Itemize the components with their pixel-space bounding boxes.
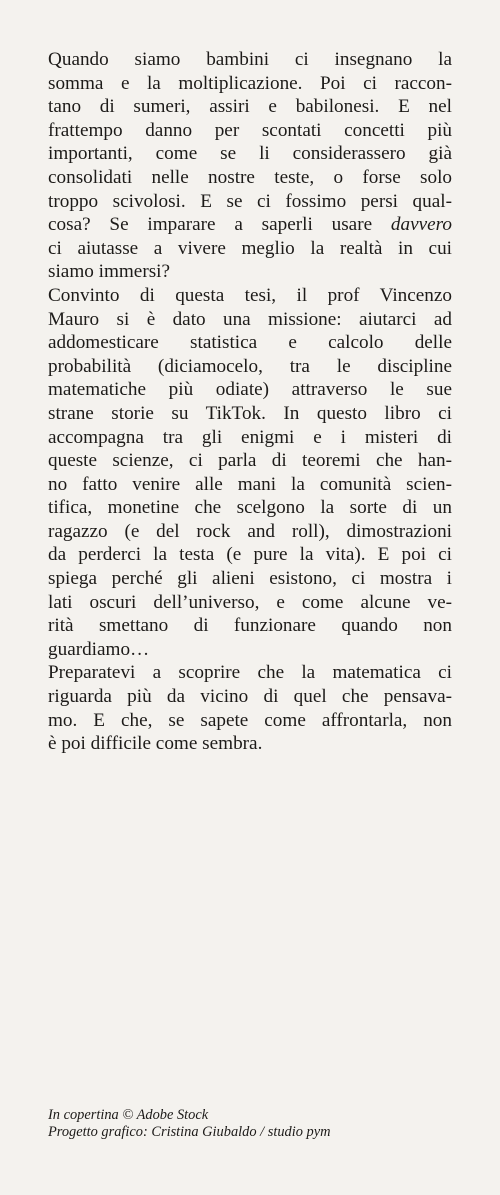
blurb-line: strane storie su TikTok. In questo libro ci bbox=[48, 402, 452, 424]
blurb-line: siamo immersi? bbox=[48, 261, 171, 283]
blurb-line: consolidati nelle nostre teste, o forse solo bbox=[48, 166, 452, 188]
blurb-line: rità smettano di funzionare quando non bbox=[48, 615, 452, 637]
blurb-line: da perderci la testa (e pure la vita). E poi ci bbox=[48, 544, 452, 566]
cover-credit: In copertina © Adobe Stock bbox=[48, 1107, 209, 1123]
blurb-line: spiega perché gli alieni esistono, ci mostra i bbox=[48, 568, 452, 590]
blurb-line: tano di sumeri, assiri e babilonesi. E nel bbox=[48, 96, 452, 118]
blurb-line: probabilità (diciamocelo, tra le discipline bbox=[48, 355, 452, 377]
blurb-line: Preparatevi a scoprire che la matematica ci bbox=[48, 662, 452, 684]
blurb-paragraph-1 bbox=[48, 48, 452, 284]
blurb-line: frattempo danno per scontati concetti più bbox=[48, 119, 452, 141]
blurb-line-text: cosa? Se imparare a saperli usare bbox=[48, 214, 391, 236]
blurb-line: mo. E che, se sapete come affrontarla, non bbox=[48, 709, 452, 731]
blurb-line: riguarda più da vicino di quel che pensava- bbox=[48, 686, 452, 708]
blurb-line-with-emphasis bbox=[48, 213, 452, 237]
blurb-line: addomesticare statistica e calcolo delle bbox=[48, 332, 452, 354]
blurb-line: somma e la moltiplicazione. Poi ci raccon- bbox=[48, 72, 452, 94]
blurb-line: tifica, monetine che scelgono la sorte di un bbox=[48, 497, 452, 519]
blurb-paragraph-2 bbox=[48, 284, 452, 662]
blurb-line: ci aiutasse a vivere meglio la realtà in cui bbox=[48, 237, 452, 259]
book-blurb bbox=[48, 48, 452, 756]
blurb-line: troppo scivolosi. E se ci fossimo persi qual- bbox=[48, 190, 452, 212]
blurb-line: lati oscuri dell’universo, e come alcune ve- bbox=[48, 591, 452, 613]
emphasis-word: davvero bbox=[390, 214, 452, 236]
blurb-paragraph-3 bbox=[48, 661, 452, 755]
blurb-line: queste scienze, ci parla di teoremi che han- bbox=[48, 450, 452, 472]
colophon-credits bbox=[48, 1107, 468, 1141]
blurb-line: importanti, come se li considerassero già bbox=[48, 143, 452, 165]
blurb-line: è poi difficile come sembra. bbox=[48, 733, 263, 755]
blurb-line: Convinto di questa tesi, il prof Vincenzo bbox=[48, 284, 452, 306]
blurb-line: ragazzo (e del rock and roll), dimostrazioni bbox=[48, 520, 452, 542]
blurb-line: Quando siamo bambini ci insegnano la bbox=[48, 49, 452, 70]
blurb-line: accompagna tra gli enigmi e i misteri di bbox=[48, 426, 452, 448]
blurb-line: no fatto venire alle mani la comunità scien- bbox=[48, 473, 452, 495]
design-credit: Progetto grafico: Cristina Giubaldo / studio pym bbox=[48, 1124, 331, 1140]
blurb-line: Mauro si è dato una missione: aiutarci ad bbox=[48, 308, 452, 330]
blurb-line: matematiche più odiate) attraverso le sue bbox=[48, 379, 452, 401]
blurb-line: guardiamo… bbox=[48, 638, 150, 660]
